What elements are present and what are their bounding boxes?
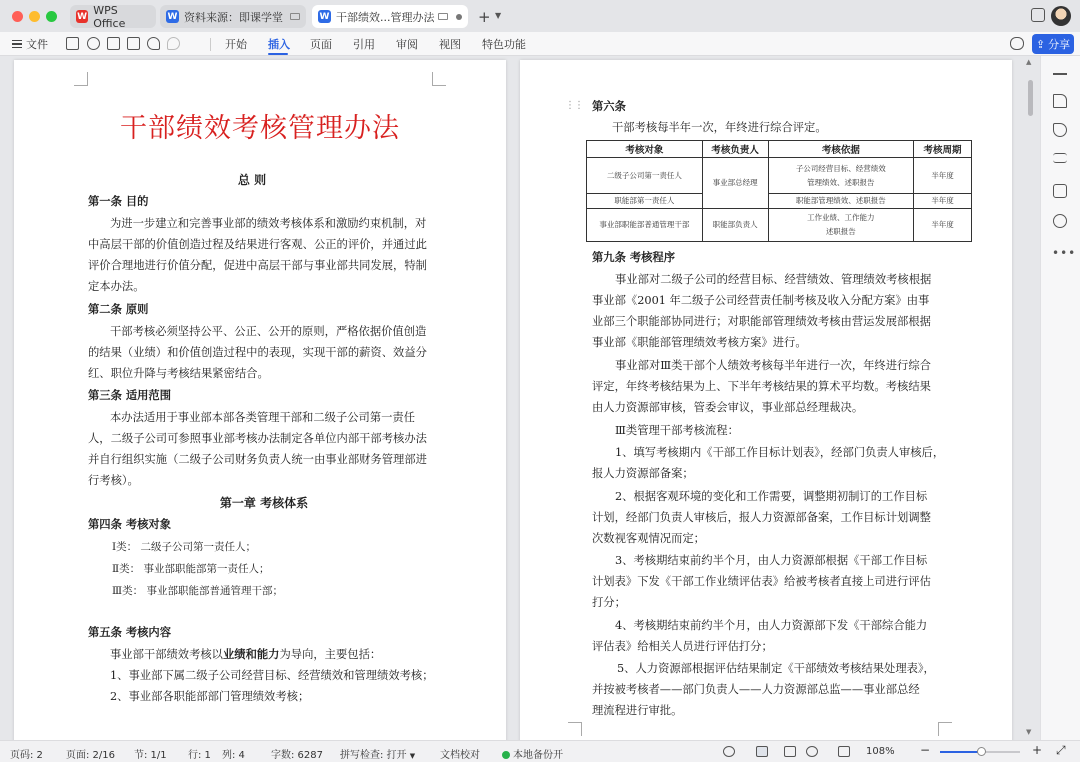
paragraph-line: 计划，经部门负责人审核后，报人力资源部备案，工作目标计划调整 [592, 511, 931, 524]
paragraph-line: 1、填写考核期内《干部工作目标计划表》，经部门负责人审核后， [615, 446, 945, 459]
paragraph-line: 红、职位升降与考核结果紧密结合。 [88, 367, 269, 380]
chapter-heading: 第一章 考核体系 [219, 496, 309, 510]
text-run: 为导向，主要包括： [279, 648, 382, 661]
list-item: 1、事业部下属二级子公司经营目标、经营绩效和管理绩效考核； [110, 669, 434, 682]
paragraph-line: 本办法适用于事业部本部各类管理干部和二级子公司第一责任 [110, 411, 416, 424]
zoom-slider-fill [940, 751, 980, 753]
scrollbar-thumb[interactable] [1028, 80, 1033, 116]
cell-line: 工作业绩、工作能力 [807, 213, 875, 222]
table-cell [768, 158, 914, 194]
table-header-cell: 考核周期 [914, 141, 972, 158]
list-item: Ⅱ类： 事业部职能部第一责任人； [112, 563, 270, 575]
paragraph-line: 事业部对Ⅲ类干部个人绩效考核每半年进行一次，年终进行综合 [615, 359, 931, 372]
document-area[interactable] [0, 56, 1040, 740]
menu-insert[interactable]: 插入 [268, 38, 290, 51]
table-cell: 半年度 [914, 209, 972, 242]
menu-bar [0, 32, 1080, 56]
menu-references[interactable]: 引用 [353, 38, 375, 51]
tab-label: 干部绩效...管理办法 [336, 10, 435, 24]
paragraph-line: 2、根据客观环境的变化和工作需要，调整期初制订的工作目标 [615, 490, 928, 503]
table-header-cell: 考核依据 [768, 141, 914, 158]
paragraph-line: 4、考核期结束前约半个月，由人力资源部下发《干部综合能力 [615, 619, 928, 632]
menu-special-features[interactable]: 特色功能 [482, 38, 526, 51]
close-window-button[interactable] [12, 11, 23, 22]
article-2-title: 第二条 原则 [88, 303, 149, 316]
monitor-icon [438, 13, 448, 20]
paragraph-line: 事业部对二级子公司的经营目标、经营绩效、管理绩效考核根据 [615, 273, 932, 286]
menu-home[interactable]: 开始 [225, 38, 247, 51]
doc-proofread-button[interactable]: 文档校对 [440, 750, 480, 761]
cell-line: 述职报告 [825, 227, 856, 236]
paragraph-line: 并自行组织实施（二级子公司财务负责人统一由事业部财务管理部进 [88, 453, 427, 466]
table-cell: 二级子公司第一责任人 [587, 158, 703, 194]
list-item: Ⅰ类： 二级子公司第一责任人； [112, 541, 256, 553]
more-icon[interactable]: ••• [1052, 246, 1077, 260]
redo-icon[interactable] [167, 37, 180, 50]
paragraph-line: 中高层干部的价值创造过程及结果进行客观、公正的评价，并通过此 [88, 238, 427, 251]
article-3-title: 第三条 适用范围 [88, 389, 172, 402]
scroll-up-icon[interactable]: ▲ [1026, 58, 1032, 66]
fullscreen-icon[interactable]: ⤢ [1056, 743, 1066, 757]
table-cell: 事业部职能部普通管理干部 [587, 209, 703, 242]
tab-active-doc[interactable] [312, 5, 468, 28]
outline-view-icon[interactable] [784, 746, 796, 757]
cell-line: 子公司经营目标、经营绩效 [795, 163, 886, 173]
status-word-count[interactable]: 字数: 6287 [271, 750, 323, 761]
article-4-title: 第四条 考核对象 [88, 518, 172, 531]
paragraph-line: 评定，年终考核结果为上、下半年考核结果的算术平均数。考核结果 [592, 380, 931, 393]
drag-handle-icon[interactable]: ⋮⋮ [565, 100, 583, 111]
print-icon[interactable] [107, 37, 120, 50]
paragraph-line: 报人力资源部备案； [592, 467, 694, 480]
paragraph-line: 打分； [592, 596, 626, 609]
status-bar [0, 740, 1080, 762]
status-col: 列: 4 [222, 750, 245, 761]
right-side-panel [1040, 56, 1080, 740]
spell-check-label: 拼写检查: 打开 [340, 750, 407, 761]
margin-mark [568, 722, 582, 736]
backup-label: 本地备份开 [513, 750, 563, 761]
margin-mark [938, 722, 952, 736]
status-pages[interactable]: 页面: 2/16 [66, 750, 116, 761]
status-row: 行: 1 [188, 750, 211, 761]
file-menu-button[interactable] [12, 36, 48, 52]
monitor-icon [290, 13, 300, 20]
toolbar-divider [210, 38, 211, 51]
cursor-icon[interactable] [1053, 123, 1067, 137]
menu-page[interactable]: 页面 [310, 38, 332, 51]
tab-source-doc[interactable] [160, 5, 306, 28]
tab-label: 资料来源：即课学堂 [184, 10, 283, 24]
chevron-down-icon[interactable]: ▼ [495, 11, 502, 20]
zoom-slider-handle[interactable] [977, 747, 986, 756]
paragraph-line: Ⅲ类管理干部考核流程： [615, 424, 739, 437]
section-heading: 总 则 [237, 173, 267, 187]
table-cell: 职能部第一责任人 [587, 194, 703, 209]
paragraph-line: 人，二级子公司可参照事业部考核办法制定各单位内部干部考核办法 [88, 432, 427, 445]
active-tab-indicator [268, 53, 288, 55]
table-header-cell: 考核对象 [587, 141, 703, 158]
paragraph-line: 评估表》给相关人员进行评估打分； [592, 640, 773, 653]
paragraph-line: 并按被考核者——部门负责人——人力资源部总监——事业部总经 [592, 683, 920, 696]
paragraph-line [110, 648, 381, 662]
article-5-title: 第五条 考核内容 [88, 626, 172, 639]
document-icon: W [319, 11, 330, 22]
scroll-down-icon[interactable]: ▼ [1026, 728, 1032, 736]
page-right[interactable] [520, 60, 1012, 740]
new-tab-plus-icon[interactable]: + [478, 8, 491, 26]
table-header-cell: 考核负责人 [702, 141, 768, 158]
sidebar-toggle-icon[interactable] [1031, 8, 1045, 22]
status-section[interactable]: 节: 1/1 [134, 750, 167, 761]
settings-sliders-icon[interactable] [1053, 153, 1067, 163]
zoom-in-icon[interactable]: + [1032, 743, 1043, 757]
paragraph-line: 为进一步建立和完善事业部的绩效考核体系和激励约束机制，对 [110, 217, 427, 230]
list-item: 2、事业部各职能部部门管理绩效考核； [110, 690, 310, 703]
paragraph-line: 次数视客观情况而定； [592, 532, 705, 545]
collapse-icon[interactable] [1053, 73, 1067, 75]
page-view-icon[interactable] [756, 746, 768, 757]
bold-text-run: 业绩和能力 [222, 648, 280, 661]
table-cell: 半年度 [914, 194, 972, 209]
tab-label: WPS Office [93, 3, 126, 30]
menu-review[interactable]: 审阅 [396, 38, 418, 51]
share-label: 分享 [1048, 38, 1071, 51]
page-left[interactable] [14, 60, 506, 740]
file-menu-label: 文件 [26, 38, 48, 51]
fullscreen-window-button[interactable] [46, 11, 57, 22]
share-icon: ⇪ [1035, 37, 1046, 51]
paragraph-line: 的结果（业绩）和价值创造过程中的表现，实现干部的薪资、效益分 [88, 346, 427, 359]
avatar[interactable] [1051, 6, 1071, 26]
table-row [587, 194, 972, 209]
table-cell: 事业部总经理 [702, 158, 768, 209]
paragraph-line: 干部考核必须坚持公平、公正、公开的原则，严格依据价值创造 [110, 325, 427, 338]
share-link-icon[interactable] [87, 37, 100, 50]
paragraph-line: 定本办法。 [88, 280, 145, 293]
paragraph-line: 评价合理地进行价值分配，促进中高层干部与事业部共同发展，特制 [88, 259, 427, 272]
paragraph-line: 理流程进行审批。 [592, 704, 683, 717]
share-button[interactable] [1032, 34, 1074, 54]
chat-icon[interactable] [1010, 37, 1024, 50]
status-page-code[interactable]: 页码: 2 [10, 750, 43, 761]
table-row [587, 209, 972, 242]
history-icon[interactable] [1053, 214, 1067, 228]
paragraph-line: 由人力资源部审核，管委会审议，事业部总经理裁决。 [592, 401, 864, 414]
zoom-out-icon[interactable]: − [920, 743, 931, 757]
article-1-title: 第一条 目的 [88, 195, 149, 208]
hamburger-icon [12, 40, 22, 48]
table-cell [768, 209, 914, 242]
zoom-level[interactable]: 108% [866, 746, 895, 757]
document-title: 干部绩效考核管理办法 [120, 113, 400, 144]
article-9-title: 第九条 考核程序 [592, 251, 676, 264]
paragraph-line: 计划表》下发《干部工作业绩评估表》给被考核者直接上司进行评估 [592, 575, 931, 588]
paragraph-line: 业部三个职能部协同进行；对职能部管理绩效考核由营运发展部根据 [592, 315, 931, 328]
margin-mark [74, 72, 88, 86]
document-icon: W [167, 11, 178, 22]
spell-check-toggle[interactable] [340, 746, 415, 761]
table-cell: 半年度 [914, 158, 972, 194]
assessment-table[interactable] [586, 140, 972, 242]
minimize-window-button[interactable] [29, 11, 40, 22]
image-edit-icon[interactable] [1053, 184, 1067, 198]
unsaved-dot-icon [456, 14, 462, 20]
text-run: 事业部干部绩效考核以 [110, 648, 223, 661]
paragraph-line: 行考核）。 [88, 474, 139, 487]
fit-page-icon[interactable] [838, 746, 850, 757]
paragraph-line: 事业部《2001 年二级子公司经营责任制考核及收入分配方案》由事 [592, 294, 930, 307]
pen-icon[interactable] [1053, 94, 1067, 108]
paragraph-line: 3、考核期结束前约半个月，由人力资源部根据《干部工作目标 [615, 554, 928, 567]
list-item: Ⅲ类： 事业部职能部普通管理干部； [112, 585, 283, 597]
save-icon[interactable] [66, 37, 79, 50]
margin-mark [432, 72, 446, 86]
title-bar [0, 0, 1080, 32]
paragraph-line: 事业部《职能部管理绩效考核方案》进行。 [592, 336, 807, 349]
wps-logo-icon: W [77, 11, 88, 22]
menu-view[interactable]: 视图 [439, 38, 461, 51]
undo-icon[interactable] [147, 37, 160, 50]
chevron-down-icon: ▼ [409, 752, 416, 760]
table-row [587, 158, 972, 194]
eye-protection-icon[interactable] [723, 746, 735, 757]
web-view-icon[interactable] [806, 746, 818, 757]
paragraph-line: 5、人力资源部根据评估结果制定《干部绩效考核结果处理表》， [617, 662, 935, 675]
local-backup-status[interactable] [502, 746, 563, 761]
cell-line: 管理绩效、述职报告 [807, 177, 875, 187]
backup-status-icon [502, 751, 510, 759]
print-preview-icon[interactable] [127, 37, 140, 50]
tab-wps-office[interactable] [70, 5, 156, 28]
table-cell: 职能部负责人 [702, 209, 768, 242]
table-cell: 职能部管理绩效、述职报告 [768, 194, 914, 209]
table-header-row [587, 141, 972, 158]
article-6-title: 第六条 [592, 100, 626, 113]
paragraph-line: 干部考核每半年一次，年终进行综合评定。 [612, 121, 827, 134]
